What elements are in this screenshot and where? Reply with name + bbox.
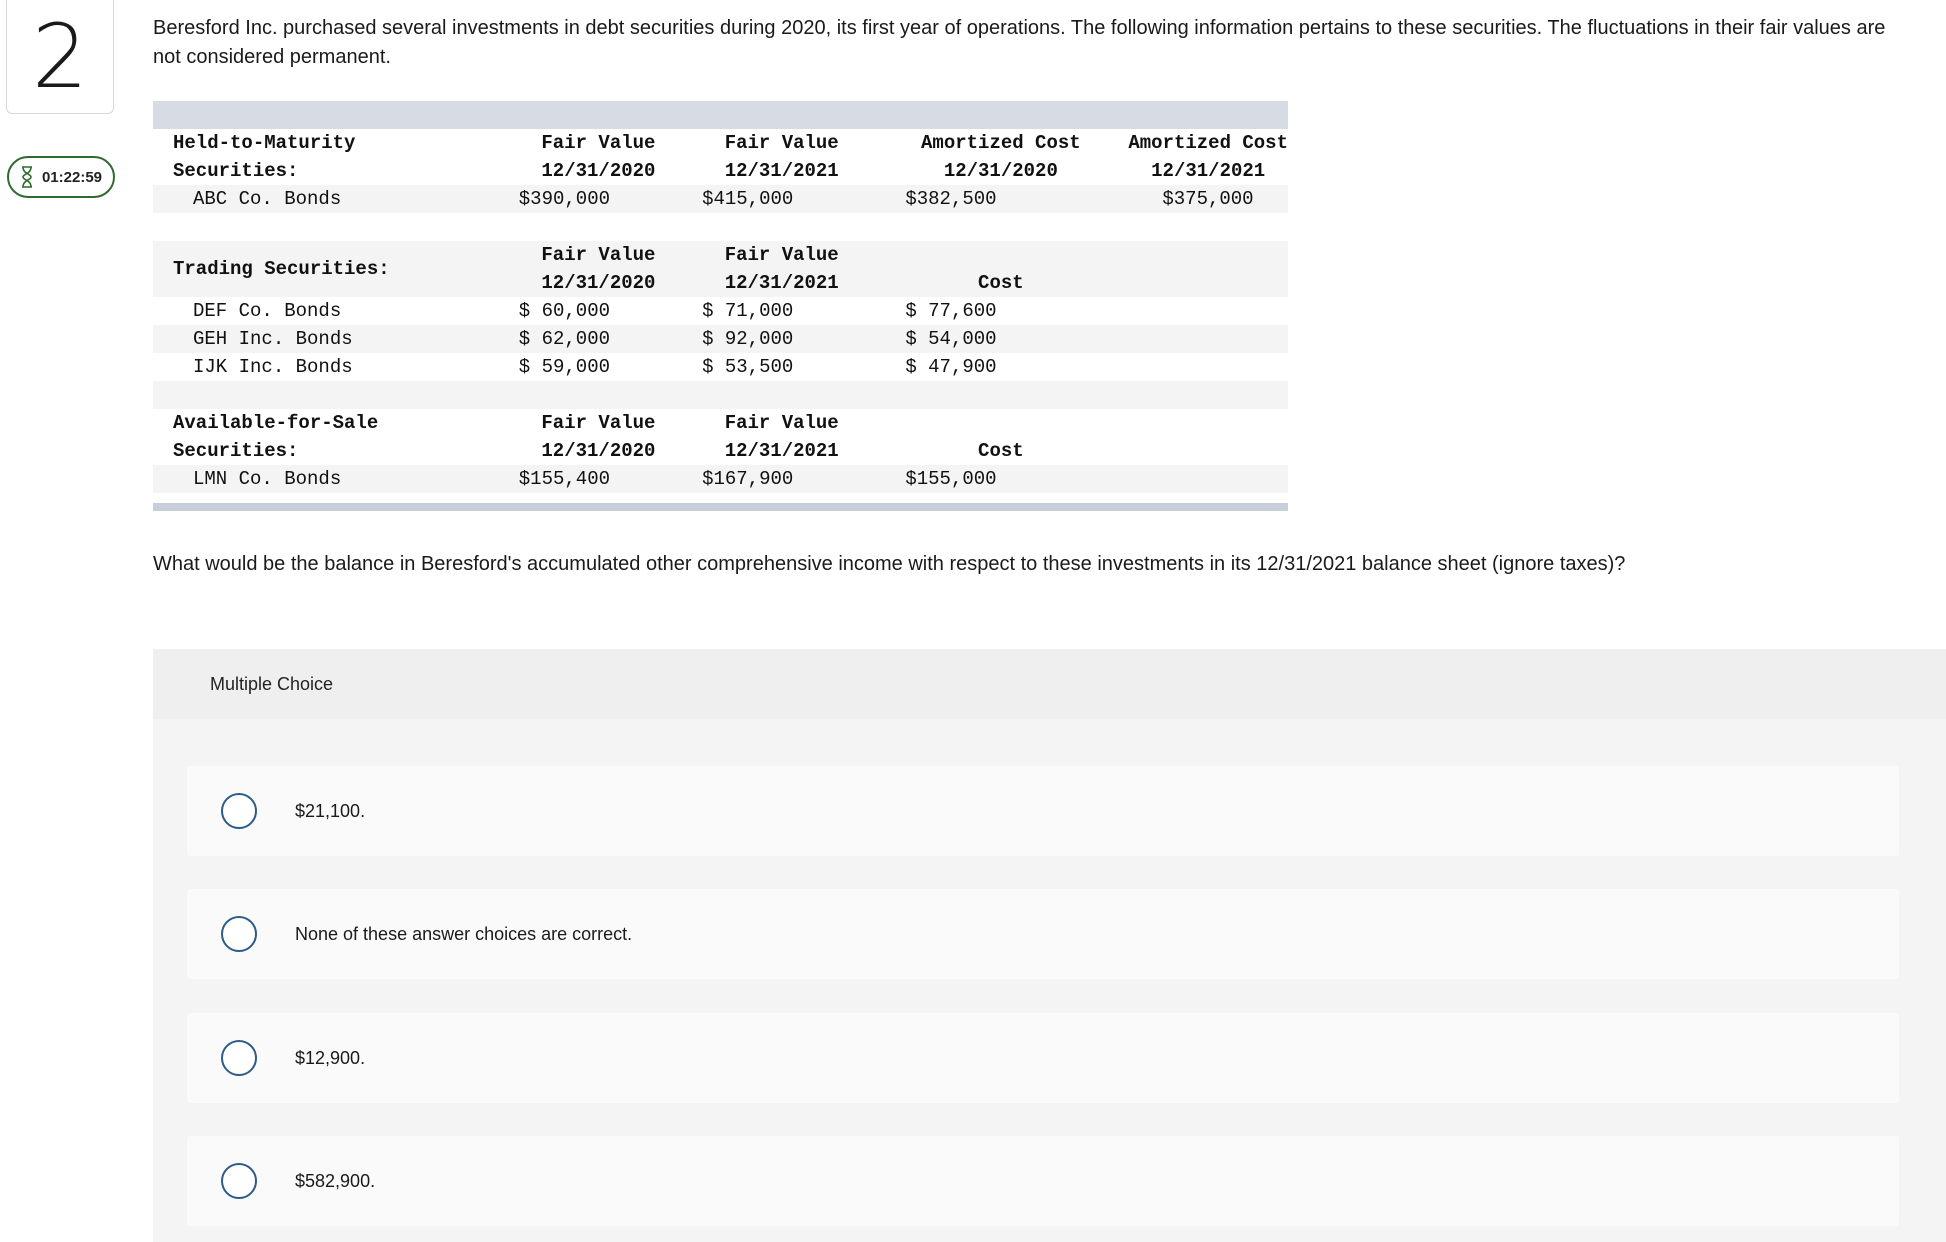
multiple-choice-panel [153, 649, 1946, 1242]
htm-header-fv2020-date: 12/31/2020 [541, 160, 656, 182]
row-fv2020: $390,000 [507, 185, 690, 213]
row-fv2020: $ 59,000 [518, 356, 610, 378]
table-spacer [153, 381, 1288, 409]
trading-header-fv2021-date: 12/31/2021 [690, 269, 873, 297]
row-name: IJK Inc. Bonds [193, 356, 353, 378]
multiple-choice-header: Multiple Choice [153, 649, 1946, 719]
row-fv2021: $ 92,000 [690, 325, 873, 353]
table-row [153, 465, 1288, 493]
afs-label-line1: Available-for-Sale [173, 412, 379, 434]
afs-header-cost: Cost [978, 440, 1024, 462]
afs-header-fv2021: Fair Value [724, 412, 839, 434]
hourglass-icon [20, 166, 34, 188]
htm-header-row-1 [153, 129, 1288, 157]
afs-header-row-1 [153, 409, 1288, 437]
table-bottom-bar [153, 503, 1288, 511]
choice-label: $21,100. [295, 800, 366, 821]
row-cost: $ 77,600 [905, 300, 997, 322]
row-fv2020: $ 60,000 [518, 300, 610, 322]
afs-header-fv2020-date: 12/31/2020 [541, 440, 656, 462]
choice-option[interactable] [187, 766, 1899, 856]
table-row [153, 185, 1288, 213]
row-fv2020: $ 62,000 [507, 325, 690, 353]
question-number: 2 [6, 0, 114, 114]
trading-label: Trading Securities: [153, 241, 507, 297]
row-name: GEH Inc. Bonds [153, 325, 507, 353]
afs-header-fv2021-date: 12/31/2021 [724, 440, 839, 462]
htm-label-line2: Securities: [173, 160, 299, 182]
choice-label: $12,900. [295, 1047, 366, 1068]
trading-header-fv2020: Fair Value [507, 241, 690, 269]
radio-button[interactable] [221, 916, 257, 952]
htm-header-fv2020: Fair Value [541, 132, 656, 154]
row-cost: $ 47,900 [905, 356, 997, 378]
trading-header-cost: Cost [873, 269, 1128, 297]
htm-header-row-2 [153, 157, 1288, 185]
afs-header-fv2020: Fair Value [541, 412, 656, 434]
htm-header-fv2021: Fair Value [724, 132, 839, 154]
row-name: LMN Co. Bonds [153, 465, 507, 493]
row-ac2020: $382,500 [873, 185, 1128, 213]
row-fv2021: $ 71,000 [702, 300, 794, 322]
timer-value: 01:22:59 [41, 168, 103, 186]
htm-header-ac2020: Amortized Cost [921, 132, 1081, 154]
radio-button[interactable] [221, 1040, 257, 1076]
row-fv2021: $ 53,500 [702, 356, 794, 378]
securities-table [153, 101, 1288, 511]
timer[interactable] [7, 156, 115, 198]
htm-header-ac2021-date: 12/31/2021 [1151, 160, 1266, 182]
row-cost: $155,000 [873, 465, 1128, 493]
choice-option[interactable] [187, 1013, 1899, 1103]
row-name: ABC Co. Bonds [153, 185, 507, 213]
trading-header-row-1 [153, 241, 1288, 269]
table-top-bar [153, 101, 1288, 129]
afs-label-line2: Securities: [173, 440, 299, 462]
radio-button[interactable] [221, 1163, 257, 1199]
choice-option[interactable] [187, 889, 1899, 979]
table-spacer [153, 213, 1288, 241]
row-ac2021: $375,000 [1128, 185, 1288, 213]
row-fv2021: $167,900 [690, 465, 873, 493]
htm-header-ac2020-date: 12/31/2020 [943, 160, 1058, 182]
question-prompt: Beresford Inc. purchased several investments in debt securities during 2020, its first year of operations. The following information pertains to these securities. The fluctuations in their fair values are not considered permanent. [153, 17, 1886, 68]
trading-header-fv2021: Fair Value [690, 241, 873, 269]
afs-header-row-2 [153, 437, 1288, 465]
choice-option[interactable] [187, 1136, 1899, 1226]
trading-header-fv2020-date: 12/31/2020 [507, 269, 690, 297]
htm-header-ac2021: Amortized Cost [1128, 132, 1288, 154]
table-row [153, 325, 1288, 353]
question-text: What would be the balance in Beresford's accumulated other comprehensive income with respect to these investments in its 12/31/2021 balance sheet (ignore taxes)? [153, 553, 1626, 575]
htm-label-line1: Held-to-Maturity [173, 132, 356, 154]
choice-label: None of these answer choices are correct. [295, 923, 633, 944]
table-row [153, 353, 1288, 381]
htm-header-fv2021-date: 12/31/2021 [724, 160, 839, 182]
row-cost: $ 54,000 [873, 325, 1128, 353]
table-row [153, 297, 1288, 325]
choice-label: $582,900. [295, 1170, 376, 1191]
row-fv2021: $415,000 [690, 185, 873, 213]
row-name: DEF Co. Bonds [193, 300, 342, 322]
row-fv2020: $155,400 [507, 465, 690, 493]
radio-button[interactable] [221, 793, 257, 829]
